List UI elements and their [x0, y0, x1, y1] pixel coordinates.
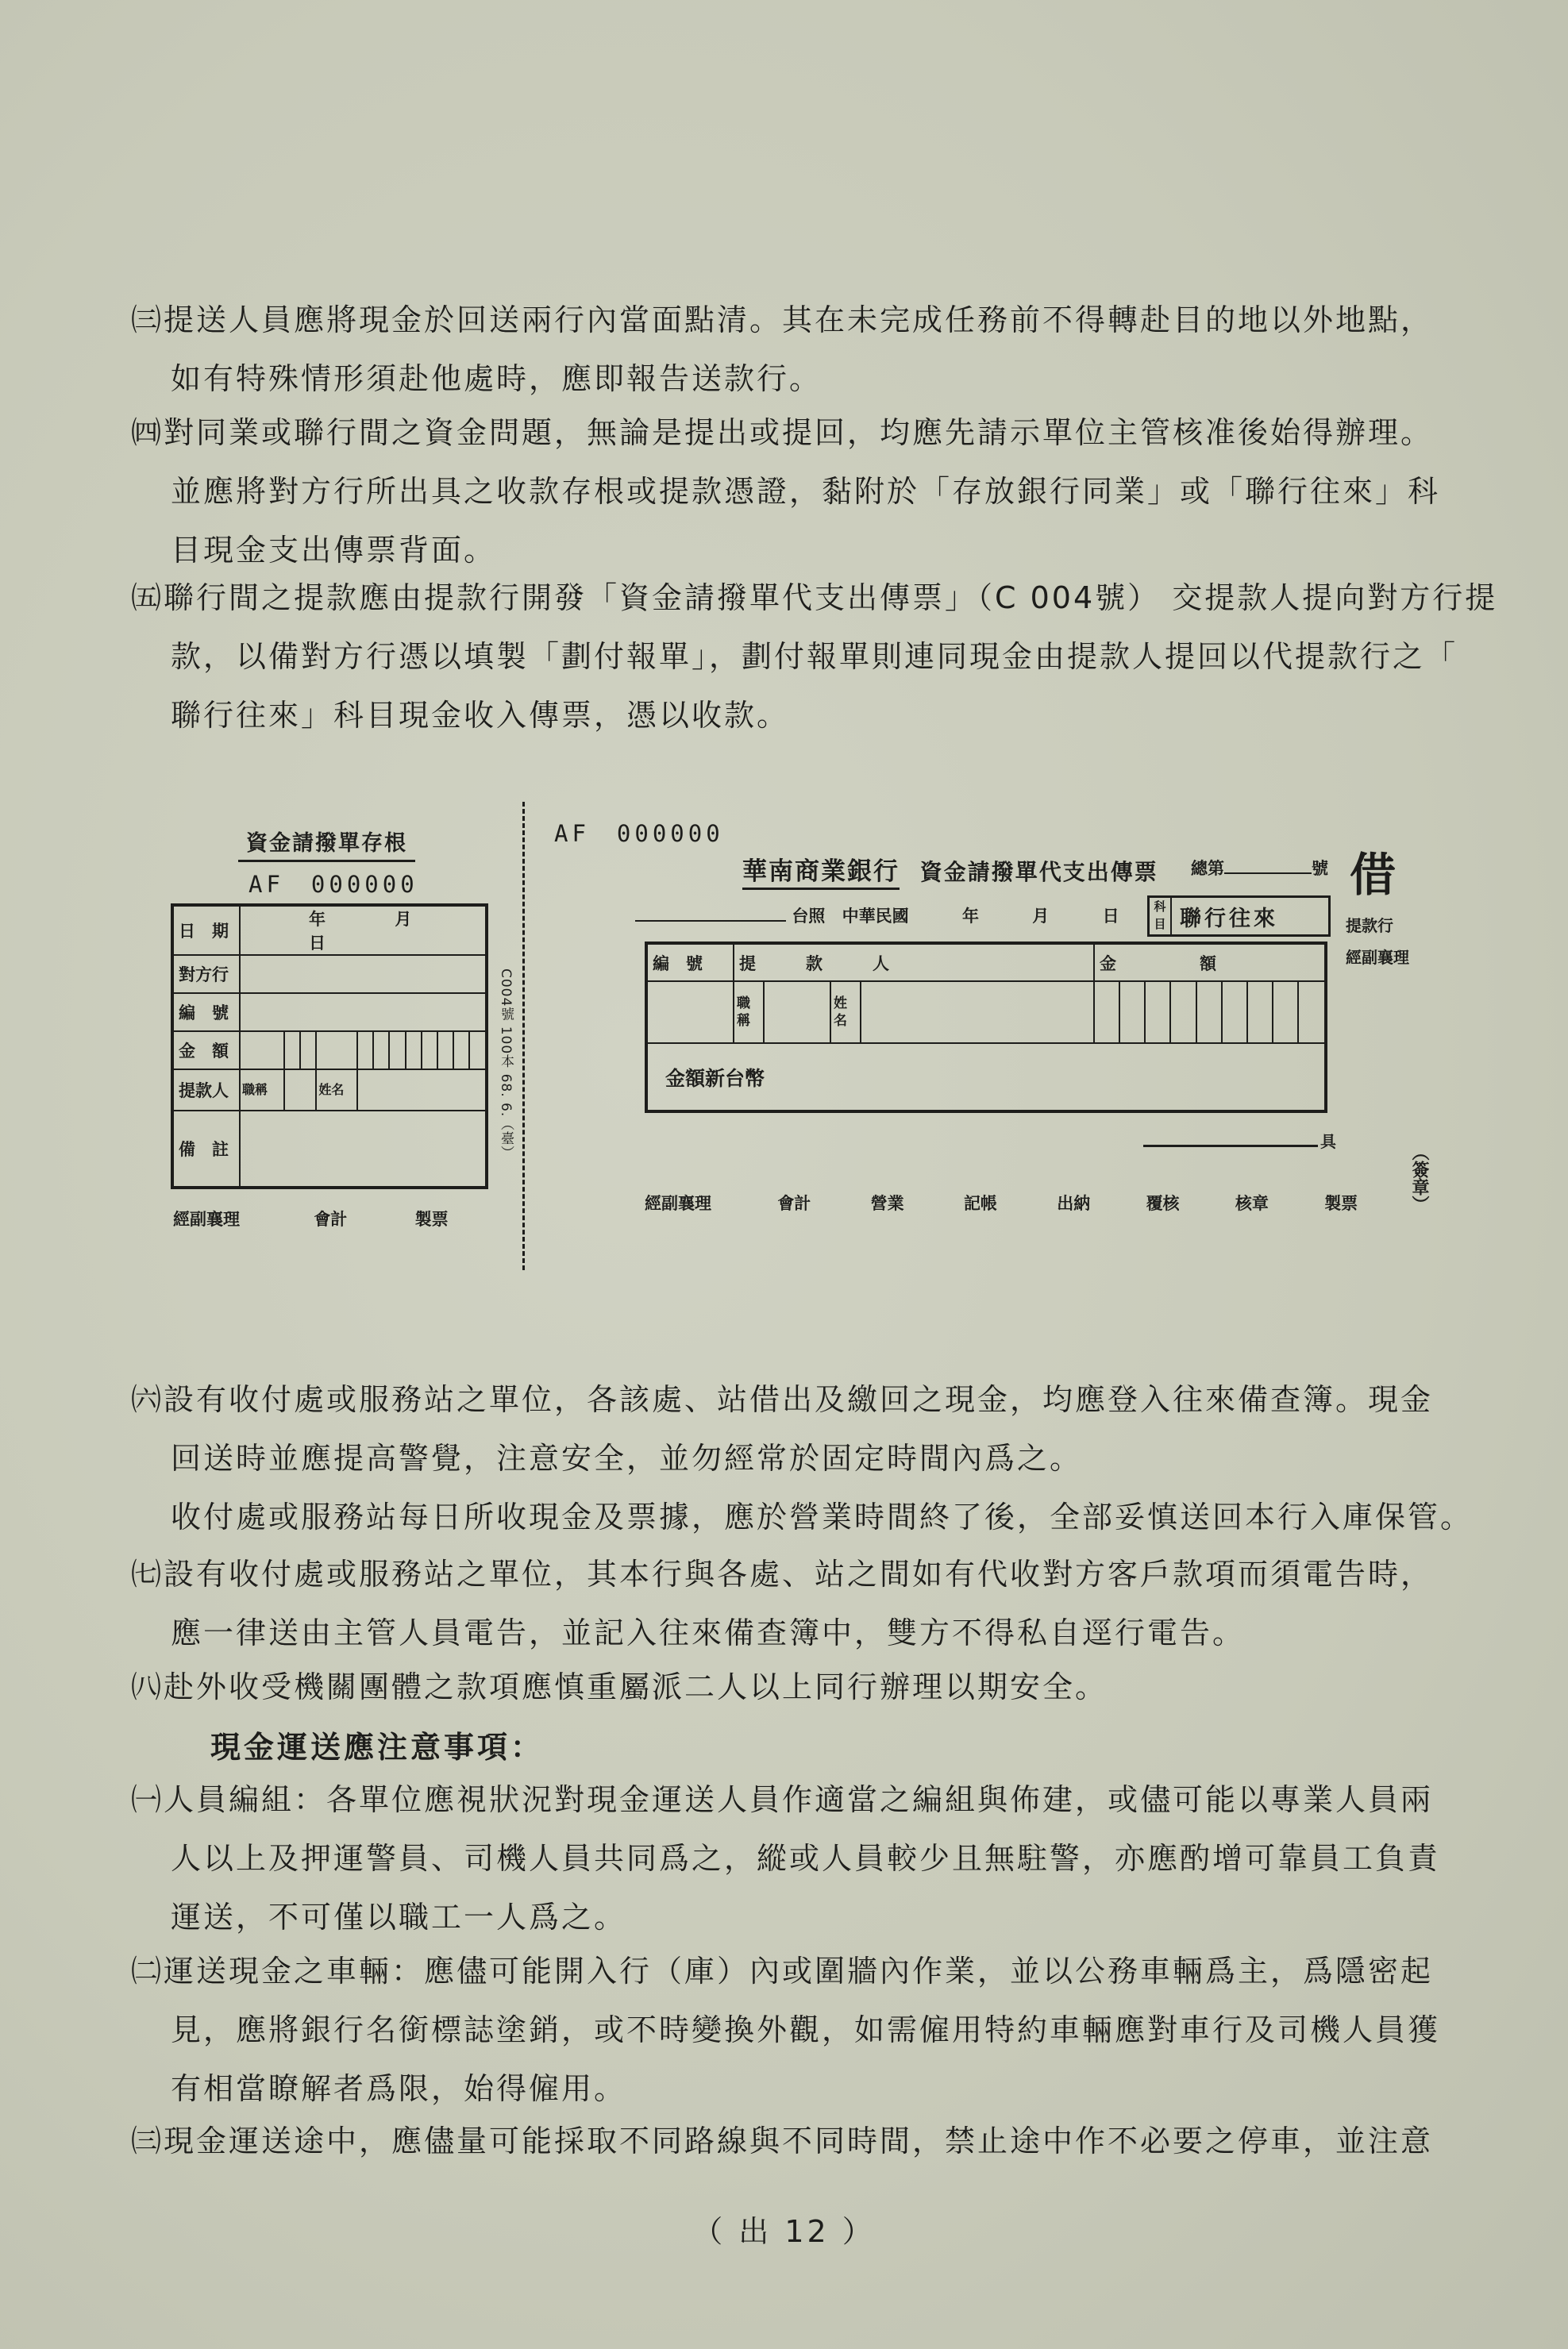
amount-digit-cell — [1119, 981, 1145, 1043]
seal-note: （簽章） — [1409, 1143, 1429, 1213]
slip-signature: 製票 — [1324, 1194, 1358, 1213]
stub-day-label: 日 — [309, 934, 326, 953]
side-label-bank: 提款行 — [1346, 916, 1393, 935]
slip-signature: 經副襄理 — [645, 1194, 711, 1213]
text-line: ㈢現金運送途中，應儘量可能採取不同路線與不同時間，禁止途中作不必要之停車，並注意 — [131, 2124, 1434, 2158]
amount-digit-cell — [437, 1031, 453, 1069]
stub-title-value — [284, 1069, 316, 1111]
slip-date-place: 台照 — [792, 907, 826, 926]
stub-remarks-cell — [240, 1111, 487, 1188]
transport-paragraph-3 — [131, 2112, 1465, 2170]
slip-name-value — [861, 981, 1094, 1043]
text-line: ㈥設有收付處或服務站之單位，各該處、站借出及繳回之現金，均應登入往來備查簿。現金 — [131, 1382, 1434, 1417]
stub-serial: AF 000000 — [248, 871, 418, 898]
paragraph-3 — [131, 291, 1465, 408]
slip-date-row — [635, 903, 1119, 927]
slip-signature-row — [645, 1191, 1358, 1215]
stub-date-label: 日 期 — [172, 905, 240, 955]
slip-number-prefix: 總第 — [1191, 859, 1224, 878]
amount-digit-cell — [469, 1031, 487, 1069]
subject-box — [1147, 895, 1331, 937]
amount-digit-cell — [1247, 981, 1273, 1043]
stub-form-code: C004號 100本 68. 6.（臺） — [498, 968, 514, 1161]
stub-signature: 製票 — [414, 1210, 449, 1229]
page-number: （ 出 12 ） — [692, 2214, 876, 2249]
text-line: 並應將對方行所出具之收款存根或提款憑證，黏附於「存放銀行同業」或「聯行往來」科 — [171, 474, 1441, 509]
amount-digit-cell — [1196, 981, 1222, 1043]
slip-date-era: 中華民國 — [842, 907, 909, 926]
slip-year: 年 — [961, 907, 979, 926]
text-line: 見，應將銀行名銜標誌塗銷，或不時變換外觀，如需僱用特約車輛應對車行及司機人員獲 — [171, 2012, 1441, 2047]
stub-form-table — [171, 903, 488, 1189]
paragraph-8 — [131, 1658, 1465, 1716]
amount-digit-cell — [1298, 981, 1326, 1043]
text-line: 有相當瞭解者爲限，始得僱用。 — [171, 2071, 627, 2106]
text-line: 應一律送由主管人員電告，並記入往來備查簿中，雙方不得私自逕行電告。 — [171, 1615, 1246, 1650]
slip-signature: 會計 — [777, 1194, 811, 1213]
stub-name-value — [357, 1069, 487, 1111]
stub-signature: 會計 — [314, 1210, 348, 1229]
amount-digit-cell — [406, 1031, 422, 1069]
amount-digit-cell — [316, 1031, 357, 1069]
debit-mark: 借 — [1350, 848, 1397, 902]
paragraph-4 — [131, 403, 1465, 580]
amount-digit-cell — [422, 1031, 437, 1069]
slip-month: 月 — [1032, 907, 1050, 926]
slip-withdrawer-header: 提 款 人 — [734, 943, 1094, 981]
slip-title-cell: 職稱 — [734, 981, 764, 1043]
text-line: 收付處或服務站每日所收現金及票據，應於營業時間終了後，全部妥慎送回本行入庫保管。 — [171, 1500, 1474, 1535]
section-heading: 現金運送應注意事項： — [210, 1730, 545, 1765]
stub-number-label: 編 號 — [172, 993, 240, 1031]
amount-digit-cell — [1273, 981, 1298, 1043]
slip-number-cell — [646, 981, 734, 1043]
stub-date-cell — [240, 905, 487, 955]
amount-digit-cell — [1094, 981, 1119, 1043]
slip-number-header: 編 號 — [646, 943, 734, 981]
stub-number-cell — [240, 993, 487, 1031]
slip-day: 日 — [1102, 907, 1119, 926]
stub-withdrawer-label: 提款人 — [172, 1069, 240, 1111]
slip-currency-row: 金額新台幣 — [646, 1043, 1326, 1111]
stub-signature-row — [173, 1207, 449, 1230]
text-line: 款，以備對方行憑以填製「劃付報單」，劃付報單則連同現金由提款人提回以代提款行之「 — [171, 639, 1458, 674]
slip-signature: 出納 — [1057, 1194, 1091, 1213]
slip-signature: 營業 — [870, 1194, 904, 1213]
form-illustrations — [159, 802, 1461, 1278]
stub-amount-label: 金 額 — [172, 1031, 240, 1069]
text-line: ㈣對同業或聯行間之資金問題，無論是提出或提回，均應先請示單位主管核准後始得辦理。 — [131, 415, 1434, 450]
slip-form-table — [645, 942, 1327, 1113]
slip-signature: 覆核 — [1146, 1194, 1180, 1213]
text-line: ㈠人員編組：各單位應視狀況對現金運送人員作適當之編組與佈建，或儘可能以專業人員兩 — [131, 1782, 1434, 1817]
slip-signature: 核章 — [1235, 1194, 1269, 1213]
issuer-label: 具 — [1320, 1132, 1336, 1151]
stub-counterparty-label: 對方行 — [172, 955, 240, 993]
stub-year-label: 年 — [309, 910, 326, 929]
stub-title-cell: 職稱 — [240, 1069, 284, 1111]
text-line: 運送，不可僅以職工一人爲之。 — [171, 1900, 627, 1935]
slip-title-value — [764, 981, 830, 1043]
paragraph-7 — [131, 1545, 1465, 1662]
stub-signature: 經副襄理 — [173, 1210, 240, 1229]
amount-digit-cell — [1222, 981, 1247, 1043]
text-line: 如有特殊情形須赴他處時，應即報告送款行。 — [171, 361, 823, 396]
text-line: ㈡運送現金之車輛：應儘可能開入行（庫）內或圍牆內作業，並以公務車輛爲主，爲隱密起 — [131, 1954, 1434, 1989]
slip-form-name: 資金請撥單代支出傳票 — [919, 859, 1158, 885]
slip-number-suffix: 號 — [1312, 859, 1328, 878]
transport-paragraph-2 — [131, 1942, 1465, 2118]
amount-digit-cell — [453, 1031, 469, 1069]
text-line: 回送時並應提高警覺，注意安全，並勿經常於固定時間內爲之。 — [171, 1441, 1083, 1476]
amount-digit-cell — [1170, 981, 1196, 1043]
slip-signature: 記帳 — [963, 1194, 997, 1213]
stub-month-label: 月 — [395, 910, 412, 929]
text-line: 目現金支出傳票背面。 — [171, 533, 497, 568]
amount-digit-cell — [284, 1031, 300, 1069]
stub-name-cell: 姓名 — [316, 1069, 357, 1111]
paragraph-5 — [131, 568, 1498, 745]
text-line: 人以上及押運警員、司機人員共同爲之，縱或人員較少且無駐警，亦應酌增可靠員工負責 — [171, 1841, 1441, 1876]
slip-amount-header: 金 額 — [1094, 943, 1326, 981]
stub-title: 資金請撥單存根 — [238, 826, 415, 862]
paragraph-6 — [131, 1370, 1474, 1546]
stub-counterparty-cell — [240, 955, 487, 993]
slip-serial: AF 000000 — [554, 820, 724, 847]
transport-paragraph-1 — [131, 1770, 1465, 1947]
amount-digit-cell — [357, 1031, 373, 1069]
subject-value: 聯行往來 — [1180, 906, 1278, 931]
text-line: ㈢提送人員應將現金於回送兩行內當面點清。其在未完成任務前不得轉赴目的地以外地點， — [131, 302, 1434, 337]
subject-label: 科目 — [1150, 898, 1172, 934]
text-line: ㈤聯行間之提款應由提款行開發「資金請撥單代支出傳票」（C 004號） 交提款人提向對方行提 — [131, 580, 1498, 615]
side-label-manager: 經副襄理 — [1346, 948, 1409, 967]
issuer-line — [1143, 1145, 1318, 1147]
text-line: ㈧赴外收受機關團體之款項應慎重屬派二人以上同行辦理以期安全。 — [131, 1669, 1108, 1704]
text-line: ㈦設有收付處或服務站之單位，其本行與各處、站之間如有代收對方客戶款項而須電告時， — [131, 1557, 1434, 1592]
slip-number — [1191, 856, 1328, 880]
perforation-line — [522, 802, 525, 1270]
amount-digit-cell — [373, 1031, 389, 1069]
text-line: 聯行往來」科目現金收入傳票，憑以收款。 — [171, 698, 790, 733]
amount-digit-cell — [389, 1031, 405, 1069]
slip-name-cell: 姓名 — [830, 981, 861, 1043]
amount-digit-cell — [1145, 981, 1170, 1043]
stub-remarks-label: 備 註 — [172, 1111, 240, 1188]
slip-title — [742, 851, 1158, 887]
stub-amount-blank — [240, 1031, 284, 1069]
amount-digit-cell — [300, 1031, 316, 1069]
bank-name: 華南商業銀行 — [742, 857, 900, 890]
